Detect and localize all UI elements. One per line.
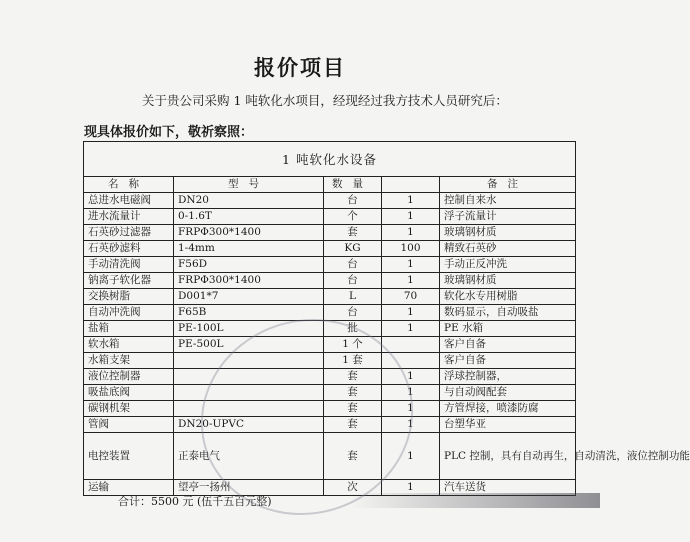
- cell-name: 软水箱: [84, 337, 174, 353]
- cell-note: 玻璃钢材质: [440, 273, 576, 289]
- cell-name: 管阀: [84, 417, 174, 433]
- cell-unit: 台: [324, 273, 382, 289]
- quote-table: [83, 141, 690, 496]
- table-row: [84, 225, 576, 241]
- cell-unit: 套: [324, 225, 382, 241]
- column-header-note: 备注: [440, 177, 576, 193]
- table-row: [84, 337, 576, 353]
- table-row: [84, 321, 576, 337]
- cell-model: 0-1.6T: [174, 209, 324, 225]
- table-header-row: [84, 177, 576, 193]
- cell-note: 控制自来水: [440, 193, 576, 209]
- cell-name: 总进水电磁阀: [84, 193, 174, 209]
- cell-name: 石英砂滤料: [84, 241, 174, 257]
- cell-unit: 台: [324, 193, 382, 209]
- cell-qty: 1: [382, 433, 440, 480]
- cell-note: 精致石英砂: [440, 241, 576, 257]
- table-row: [84, 369, 576, 385]
- column-header-qty-value: [382, 177, 440, 193]
- cell-qty: 1: [382, 257, 440, 273]
- table-row: [84, 209, 576, 225]
- scan-shadow: [350, 493, 600, 508]
- cell-model: FRPΦ300*1400: [174, 225, 324, 241]
- page-title: 报价项目: [254, 56, 346, 80]
- cell-model: [174, 369, 324, 385]
- cell-unit: 套: [324, 385, 382, 401]
- cell-qty: 1: [382, 480, 440, 496]
- cell-unit: 套: [324, 417, 382, 433]
- cell-note: 客户自备: [440, 337, 576, 353]
- cell-model: 望亭一扬州: [174, 480, 324, 496]
- cell-note: 浮子流量计: [440, 209, 576, 225]
- cell-unit: 批: [324, 321, 382, 337]
- cell-unit: 次: [324, 480, 382, 496]
- cell-qty: 1: [382, 225, 440, 241]
- cell-model: DN20: [174, 193, 324, 209]
- cell-model: 正泰电气: [174, 433, 324, 480]
- cell-qty: 70: [382, 289, 440, 305]
- table-row: [84, 257, 576, 273]
- cell-name: 液位控制器: [84, 369, 174, 385]
- cell-note: 软化水专用树脂: [440, 289, 576, 305]
- table-row: [84, 353, 576, 369]
- cell-note: PLC 控制，具有自动再生，自动清洗，液位控制功能: [440, 433, 576, 480]
- cell-unit: 台: [324, 257, 382, 273]
- cell-qty: [382, 353, 440, 369]
- cell-qty: 1: [382, 305, 440, 321]
- cell-qty: 1: [382, 401, 440, 417]
- cell-note: 数码显示，自动吸盐: [440, 305, 576, 321]
- cell-model: PE-100L: [174, 321, 324, 337]
- cell-name: 石英砂过滤器: [84, 225, 174, 241]
- cell-qty: [382, 337, 440, 353]
- cell-model: 1-4mm: [174, 241, 324, 257]
- table-row: [84, 417, 576, 433]
- cell-qty: 100: [382, 241, 440, 257]
- cell-note: 与自动阀配套: [440, 385, 576, 401]
- cell-note: 汽车送货: [440, 480, 576, 496]
- cell-name: 电控装置: [84, 433, 174, 480]
- cell-model: D001*7: [174, 289, 324, 305]
- cell-name: 自动冲洗阀: [84, 305, 174, 321]
- table-row: [84, 305, 576, 321]
- cell-unit: 套: [324, 401, 382, 417]
- cell-note: 台塑华亚: [440, 417, 576, 433]
- cell-unit: 1 个: [324, 337, 382, 353]
- cell-unit: L: [324, 289, 382, 305]
- cell-name: 手动清洗阀: [84, 257, 174, 273]
- cell-model: PE-500L: [174, 337, 324, 353]
- cell-model: [174, 353, 324, 369]
- cell-unit: 1 套: [324, 353, 382, 369]
- cell-name: 运输: [84, 480, 174, 496]
- cell-unit: 套: [324, 433, 382, 480]
- cell-model: DN20-UPVC: [174, 417, 324, 433]
- cell-model: [174, 401, 324, 417]
- table-row: [84, 385, 576, 401]
- cell-note: 玻璃钢材质: [440, 225, 576, 241]
- cell-note: 方管焊接，喷漆防腐: [440, 401, 576, 417]
- cell-unit: 个: [324, 209, 382, 225]
- cell-unit: 套: [324, 369, 382, 385]
- table-caption-row: [84, 142, 576, 177]
- table-caption: 1 吨软化水设备: [84, 142, 576, 177]
- total-amount: 合计：5500 元 (伍千五百元整): [118, 495, 272, 508]
- cell-unit: 台: [324, 305, 382, 321]
- cell-qty: 1: [382, 321, 440, 337]
- cell-qty: 1: [382, 209, 440, 225]
- cell-qty: 1: [382, 193, 440, 209]
- cell-qty: 1: [382, 369, 440, 385]
- table-row: [84, 193, 576, 209]
- cell-name: 碳钢机架: [84, 401, 174, 417]
- cell-name: 进水流量计: [84, 209, 174, 225]
- cell-model: FRPΦ300*1400: [174, 273, 324, 289]
- cell-qty: 1: [382, 417, 440, 433]
- cell-model: F65B: [174, 305, 324, 321]
- table-row: [84, 289, 576, 305]
- cell-name: 水箱支架: [84, 353, 174, 369]
- table-row: [84, 273, 576, 289]
- table-row: [84, 433, 576, 480]
- cell-qty: 1: [382, 273, 440, 289]
- table-row: [84, 241, 576, 257]
- cell-name: 钠离子软化器: [84, 273, 174, 289]
- column-header-model: 型号: [174, 177, 324, 193]
- cell-note: 客户自备: [440, 353, 576, 369]
- cell-name: 吸盐底阀: [84, 385, 174, 401]
- cell-qty: 1: [382, 385, 440, 401]
- cell-model: F56D: [174, 257, 324, 273]
- table-row: [84, 401, 576, 417]
- cell-model: [174, 385, 324, 401]
- cell-note: 浮球控制器，: [440, 369, 576, 385]
- cell-name: 交换树脂: [84, 289, 174, 305]
- quote-subtitle: 现具体报价如下，敬祈察照：: [84, 125, 254, 140]
- cell-unit: KG: [324, 241, 382, 257]
- column-header-quantity: 数量: [324, 177, 382, 193]
- column-header-name: 名称: [84, 177, 174, 193]
- cell-name: 盐箱: [84, 321, 174, 337]
- cell-note: 手动正反冲洗: [440, 257, 576, 273]
- cell-note: PE 水箱: [440, 321, 576, 337]
- intro-text: 关于贵公司采购 1 吨软化水项目，经现经过我方技术人员研究后：: [142, 93, 508, 108]
